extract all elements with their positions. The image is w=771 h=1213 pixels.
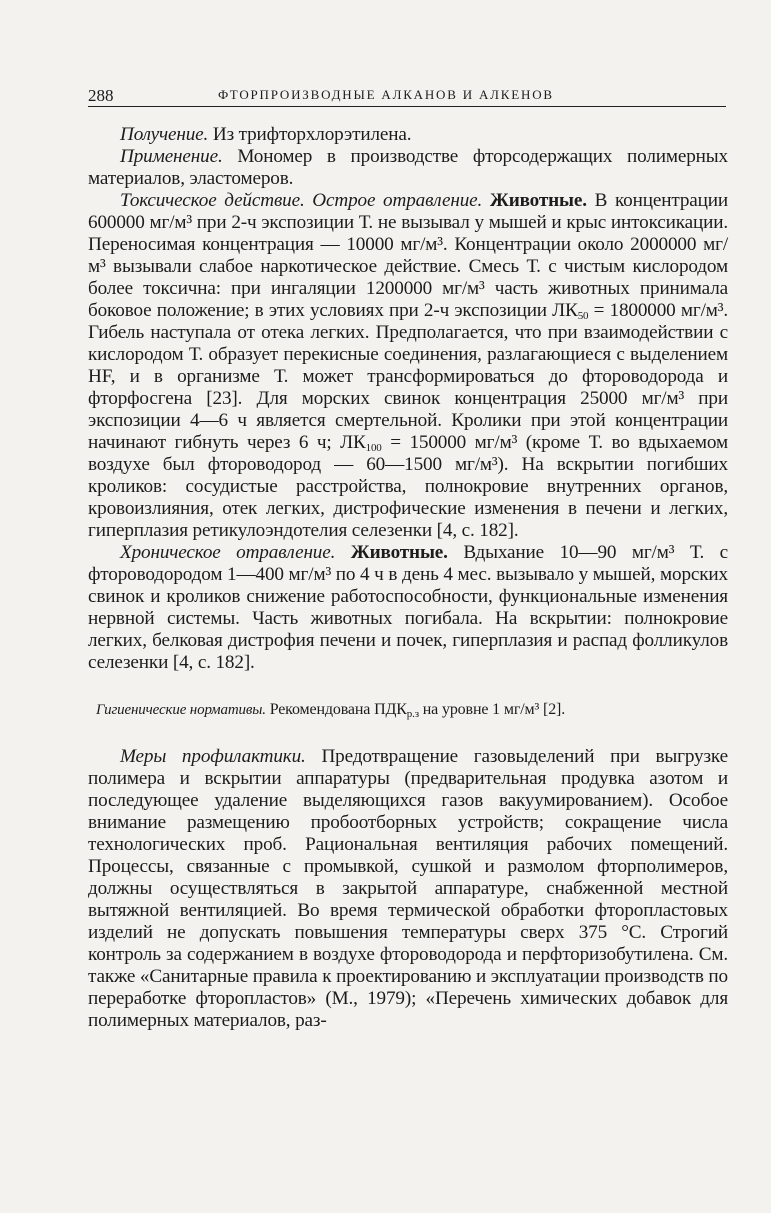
production-text: Из трифторхлорэтилена. xyxy=(212,124,412,145)
norms-paragraph xyxy=(88,700,728,720)
toxic-text-1: В концентрации 600000 мг/м³ при 2-ч экспозиции Т. не вызывал у мышей и крыс интоксикации. Переносимая концентрация — 10000 мг/м³. Концентрации около 2000000 мг/м³ вызывали слабое наркотическое действие. Смесь Т. с чистым кислородом более токсична: при ингаляции 1200000 мг/м³ часть животных принимала боковое положение; в этих условиях при 2-ч экспозиции ЛК xyxy=(88,190,728,321)
toxic-label: Токсическое действие. Острое отравление. xyxy=(120,190,483,211)
prevention-paragraph xyxy=(88,746,728,1032)
page-number: 288 xyxy=(88,86,114,105)
chronic-animals-heading: Животные. xyxy=(350,542,448,563)
page-content xyxy=(88,124,728,1032)
prevention-label: Меры профилактики. xyxy=(120,746,306,767)
chronic-paragraph xyxy=(88,542,728,674)
application-paragraph xyxy=(88,146,728,190)
norms-text-2: на уровне 1 мг/м³ [2]. xyxy=(418,701,566,718)
chronic-text: Вдыхание 10—90 мг/м³ Т. с фтороводородом 1—400 мг/м³ по 4 ч в день 4 мес. вызывало у мышей, морских свинок и кроликов снижение работоспособности, функциональные изменения нервной системы. Часть животных погибала. На вскрытии: полнокровие легких, белковая дистрофия печени и почек, гиперплазия и распад фолликулов селезенки [4, с. 182]. xyxy=(88,542,728,673)
production-paragraph xyxy=(88,124,728,146)
chronic-label: Хроническое отравление. xyxy=(120,542,336,563)
prevention-text: Предотвращение газовыделений при выгрузке полимера и вскрытии аппаратуры (предварительная продувка азотом и последующее удаление выделяющихся газов вакуумированием). Особое внимание размещению пробоотборных устройств; сокращение числа технологических проб. Рациональная вентиляция рабочих помещений. Процессы, связанные с промывкой, сушкой и размолом фторполимеров, должны осуществляться в закрытой аппаратуре, снабженной местной вытяжной вентиляцией. Во время термической обработки фторопластовых изделий не допускать повышения температуры сверх 375 °С. Строгий контроль за содержанием в воздухе фтороводорода и перфторизобутилена. См. также «Санитарные правила к проектированию и эксплуатации производств по переработке фторопластов» (М., 1979); «Перечень химических добавок для полимерных материалов, раз- xyxy=(88,746,728,1031)
production-label: Получение. xyxy=(120,124,209,145)
application-label: Применение. xyxy=(120,146,223,167)
toxic-sub-2: 100 xyxy=(365,442,382,454)
running-title: ФТОРПРОИЗВОДНЫЕ АЛКАНОВ И АЛКЕНОВ xyxy=(218,87,554,102)
toxic-sub-1: 50 xyxy=(577,310,589,322)
norms-label: Гигиенические нормативы. xyxy=(96,702,266,718)
toxic-text-3: = 150000 мг/м³ (кроме Т. во вдыхаемом воздухе был фтороводород — 60—1500 мг/м³). На вскрытии погибших кроликов: сосудистые расстройства, полнокровие внутренних органов, кровоизлияния, отек легких, дистрофические изменения в печени и легких, гиперплазия ретикулоэндотелия селезенки [4, с. 182]. xyxy=(88,432,728,541)
toxic-text-2: = 1800000 мг/м³. Гибель наступала от отека легких. Предполагается, что при взаимодействии с кислородом Т. образует перекисные соединения, разлагающиеся с выделением HF, и в организме Т. может трансформироваться до фтороводорода и фторфосгена [23]. Для морских свинок концентрация 25000 мг/м³ при экспозиции 4—6 ч является смертельной. Кролики при этой концентрации начинают гибнуть через 6 ч; ЛК xyxy=(88,300,728,453)
application-text: Мономер в производстве фторсодержащих полимерных материалов, эластомеров. xyxy=(88,146,728,189)
toxic-animals-heading: Животные. xyxy=(489,190,587,211)
toxic-paragraph xyxy=(88,190,728,542)
page-header xyxy=(88,84,726,107)
norms-text-1: Рекомендована ПДК xyxy=(269,701,407,718)
norms-sub: р.з xyxy=(406,708,419,720)
